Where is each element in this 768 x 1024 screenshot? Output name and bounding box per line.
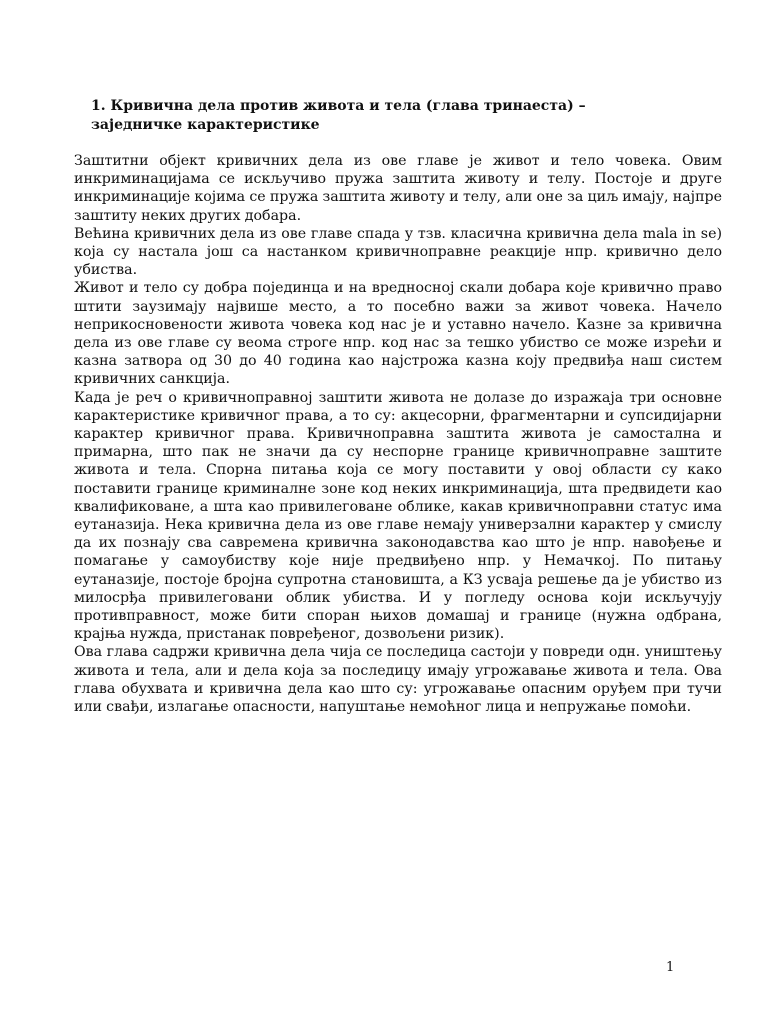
body-text [74,152,722,716]
paragraph: Већина кривичних дела из ове главе спада у тзв. класична кривична дела mala in se) која су настала још са настанком кривичноправне реакције нпр. кривично дело убиства. [74,225,722,279]
paragraph: Када је реч о кривичноправној заштити живота не долазе до изражаја три основне карактеристике кривичног права, а то су: акцесорни, фрагментарни и супсидијарни карактер кривичног права. Кривичноправна заштита живота је самостална и примарна, што пак не значи да су неспорне границе кривичноправне заштите живота и тела. Спорна питања која се могу поставити у овој области су како поставити границе криминалне зоне код неких инкриминација, шта предвидети као квалификоване, а шта као привилеговане облике, какав кривичноправни статус има еутаназија. Нека кривична дела из ове главе немају универзални карактер у смислу да их познају сва савремена кривична законодавства као што је нпр. навођење и помагање у самоубиству које није предвиђено нпр. у Немачкој. По питању еутаназије, постоје бројна супротна становишта, а КЗ усваја решење да је убиство из милосрђа привилеговани облик убиства. И у погледу основа који искључују противправност, може бити споран њихов домашај и границе (нужна одбрана, крајња нужда, пристанак повређеног, дозвољени ризик). [74,389,722,643]
paragraph: Ова глава садржи кривична дела чија се последица састоји у повреди одн. уништењу живота и тела, али и дела која за последицу имају угрожавање живота и тела. Ова глава обухвата и кривична дела као што су: угрожавање опасним оруђем при тучи или свађи, излагање опасности, напуштање немоћног лица и непружање помоћи. [74,644,722,716]
section-heading [91,97,651,135]
page-number: 1 [666,960,675,975]
paragraph: Живот и тело су добра појединца и на вредносној скали добара које кривично право штити заузимају највише место, а то посебно важи за живот човека. Начело неприкосновености живота човека код нас је и уставно начело. Казне за кривична дела из ове главе су веома строге нпр. код нас за тешко убиство се може изрећи и казна затвора од 30 до 40 година као најстрожа казна коју предвиђа наш систем кривичних санкција. [74,280,722,388]
section-title-line2: заједничке карактеристике [91,117,320,133]
section-title-line1: Кривична дела против живота и тела (глава тринаеста) – [110,98,586,114]
paragraph: Заштитни објект кривичних дела из ове главе је живот и тело човека. Овим инкриминацијама се искључиво пружа заштита животу и телу. Постоје и друге инкриминације којима се пружа заштита животу и телу, али оне за циљ имају, најпре заштиту неких других добара. [74,153,722,224]
section-number: 1. [91,98,106,114]
